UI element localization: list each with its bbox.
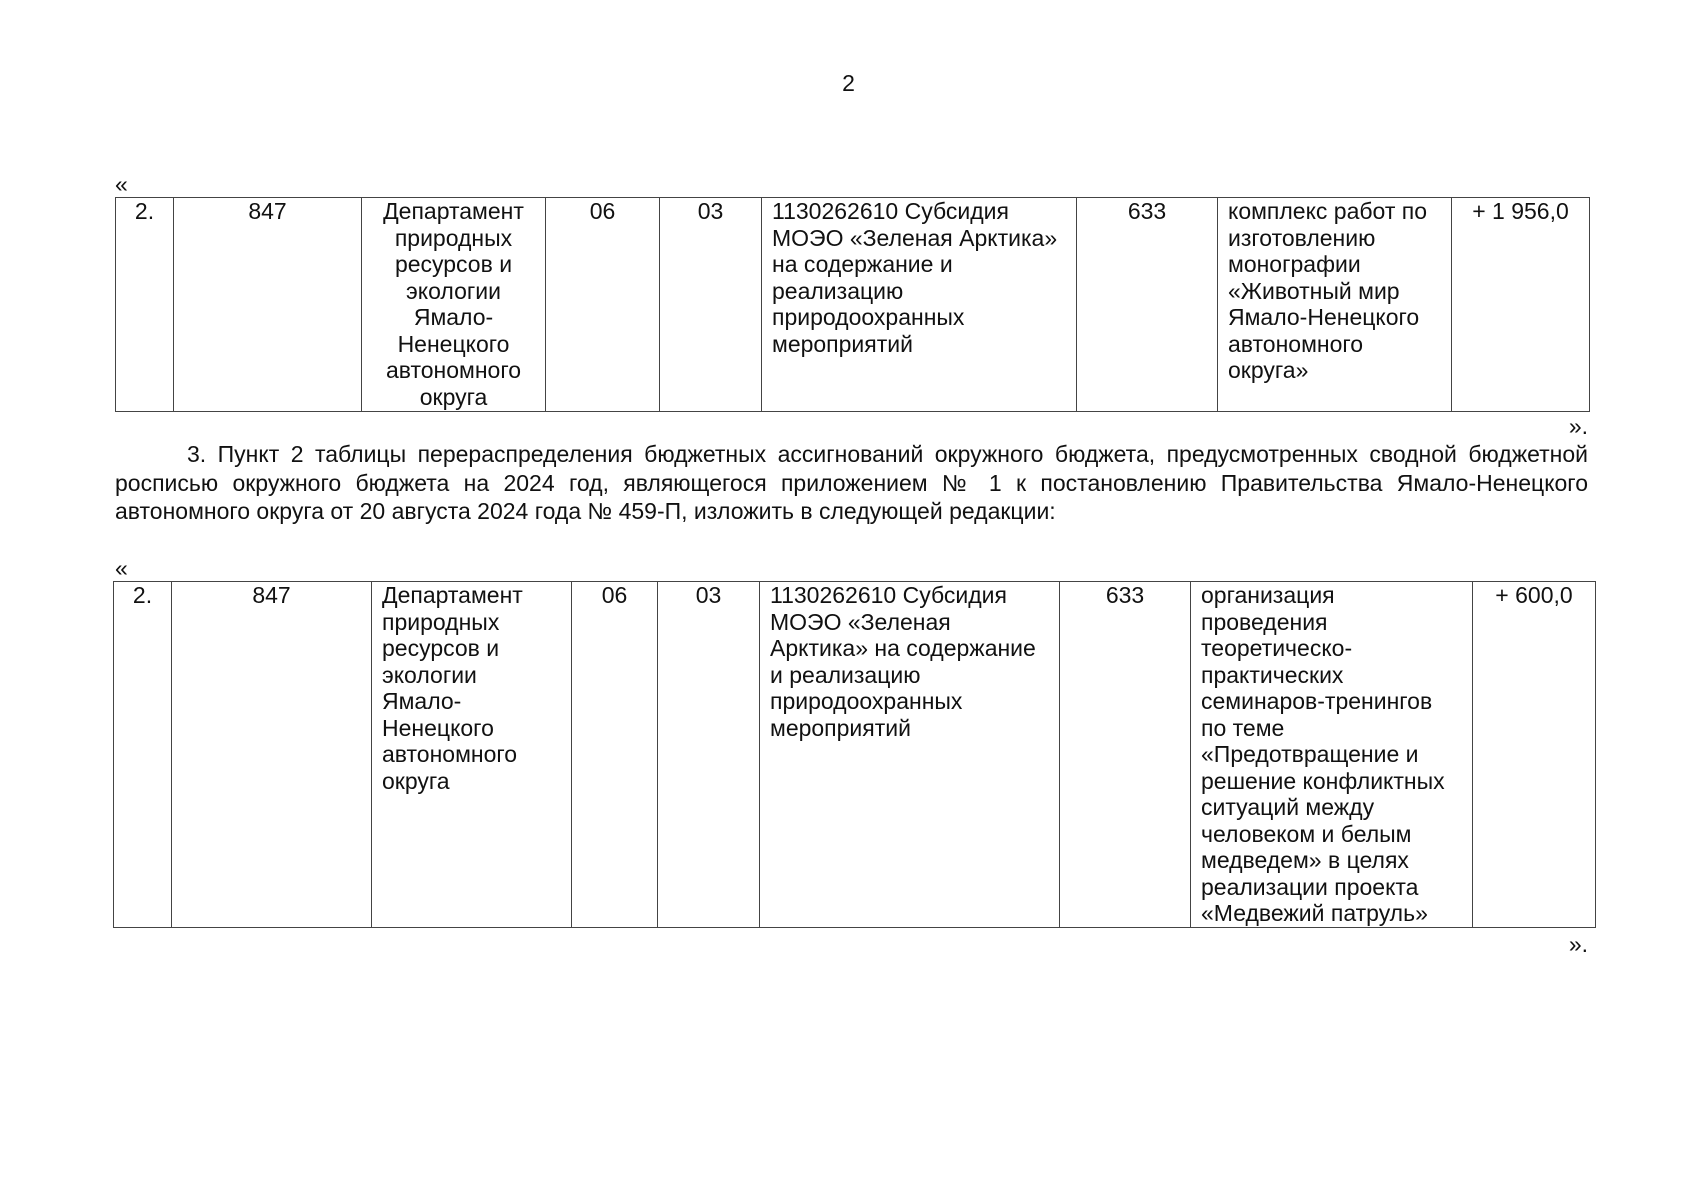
cell-subsection: 03 <box>658 582 760 928</box>
cell-target-article: 1130262610 Субсидия МОЭО «Зеленая Арктика» на содержание и реализацию природоохранных мероприятий <box>760 582 1060 928</box>
quote-open-1: « <box>115 171 128 197</box>
cell-purpose: организация проведения теоретическо-практических семинаров-тренингов по теме «Предотвращение и решение конфликтных ситуаций между человеком и белым медведем» в целях реализации проекта «Медвежий патруль» <box>1191 582 1473 928</box>
quote-close-1: ». <box>1568 413 1588 439</box>
cell-number: 2. <box>116 198 174 412</box>
table-2 <box>113 581 1596 928</box>
cell-expense-type: 633 <box>1077 198 1218 412</box>
table-row <box>116 198 1590 412</box>
page-number: 2 <box>842 70 855 96</box>
cell-amount: + 1 956,0 <box>1452 198 1590 412</box>
quote-close-2: ». <box>1568 931 1588 957</box>
paragraph-3: 3. Пункт 2 таблицы перераспределения бюджетных ассигнований окружного бюджета, предусмотренных сводной бюджетной росписью окружного бюджета на 2024 год, являющегося приложением № 1 к постановлению Правительства Ямало-Ненецкого автономного округа от 20 августа 2024 года № 459-П, изложить в следующей редакции: <box>115 441 1588 524</box>
cell-section: 06 <box>546 198 660 412</box>
cell-target-article: 1130262610 Субсидия МОЭО «Зеленая Арктика» на содержание и реализацию природоохранных мероприятий <box>762 198 1077 412</box>
cell-department: Департамент природных ресурсов и экологии Ямало-Ненецкого автономного округа <box>372 582 572 928</box>
cell-department: Департамент природных ресурсов и экологии Ямало-Ненецкого автономного округа <box>362 198 546 412</box>
cell-purpose: комплекс работ по изготовлению монографии «Животный мир Ямало-Ненецкого автономного округа» <box>1218 198 1452 412</box>
table-row <box>114 582 1596 928</box>
cell-subsection: 03 <box>660 198 762 412</box>
cell-section: 06 <box>572 582 658 928</box>
cell-amount: + 600,0 <box>1473 582 1596 928</box>
cell-expense-type: 633 <box>1060 582 1191 928</box>
cell-number: 2. <box>114 582 172 928</box>
cell-code: 847 <box>174 198 362 412</box>
cell-code: 847 <box>172 582 372 928</box>
table-1 <box>115 197 1590 412</box>
quote-open-2: « <box>115 555 128 581</box>
